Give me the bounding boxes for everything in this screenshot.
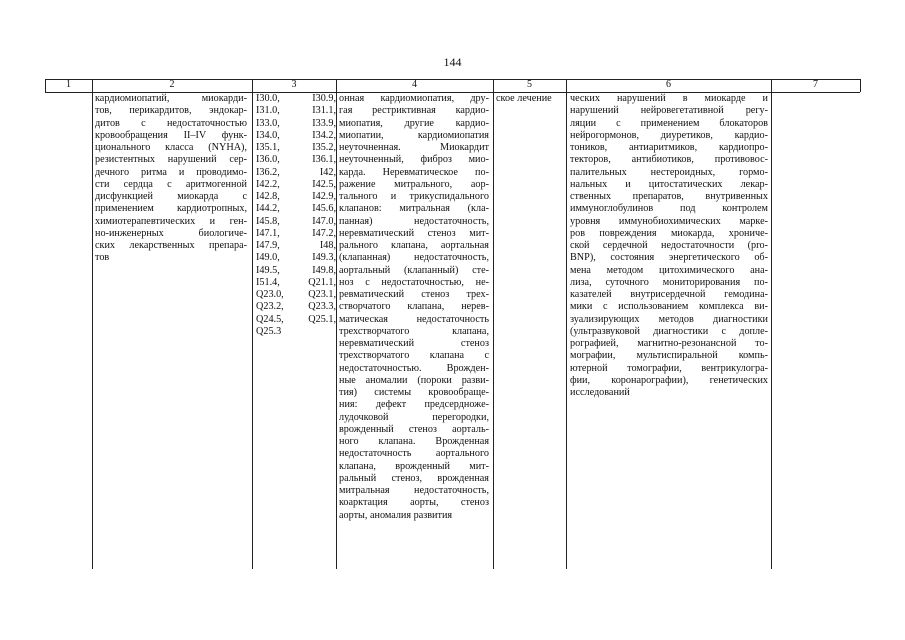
text-line: I47.0, [312, 215, 336, 227]
text-line: кровообращения II–IV функ- [95, 129, 247, 141]
text-line: I48, [319, 240, 336, 251]
text-line: ственных препаратов, внутривенных [570, 191, 768, 202]
text-line: применением кардиотропных, [95, 203, 247, 215]
text-line: текторов, антибиотиков, противовос- [570, 154, 768, 166]
column-5-text [496, 93, 564, 105]
text-line: I47.2, [312, 227, 336, 239]
header-cell-7: 7 [813, 79, 818, 90]
text-line: I42.9, [312, 191, 336, 202]
text-line: Q23.3, [308, 301, 336, 313]
text-line: створчатого клапана, нерев- [339, 301, 489, 313]
text-line: онная кардиомиопатия, дру- [339, 93, 489, 104]
text-line: Q25.1, [308, 313, 336, 325]
text-line: неуточненная. Миокардит [339, 142, 489, 153]
text-line: казателей внутрисердечной гемодина- [570, 289, 768, 300]
column-3-codes-right [298, 93, 336, 326]
text-line: клапанов: митральная (кла- [339, 203, 489, 215]
text-line: ноз с недостаточностью, не- [339, 276, 489, 288]
text-line: кардиомиопатий, миокарди- [95, 93, 247, 104]
text-line: I47.1, [256, 227, 280, 239]
text-line: тия) системы кровообраще- [339, 387, 489, 398]
text-line: рального клапана, аортальная [339, 240, 489, 251]
text-line: тоников, антиаритмиков, кардиопро- [570, 142, 768, 153]
text-line: I34.0, [256, 129, 280, 141]
text-line: дисфункцией миокарда с [95, 191, 247, 202]
text-line: мографии, мультиспиральной компь- [570, 350, 768, 362]
column-rule [771, 79, 772, 569]
text-line: ражение митрального, аор- [339, 178, 489, 190]
text-line: I49.0, [256, 252, 280, 264]
column-rule [336, 79, 337, 569]
text-line: сти сердца с аритмогенной [95, 178, 247, 190]
text-line: зуализирующих методов диагностики [570, 313, 768, 325]
text-line: I49.8, [312, 264, 336, 276]
text-line: исследований [570, 387, 630, 398]
text-line: I42.5, [312, 178, 336, 190]
text-line: ревматический стеноз трех- [339, 289, 489, 300]
text-line: трехстворчатого клапана, [339, 325, 489, 337]
text-line: лиза, суточного мониторирования по- [570, 276, 768, 288]
text-line: Q25.3 [256, 325, 282, 337]
text-line: I42, [319, 166, 336, 178]
text-line: I35.2, [312, 142, 336, 153]
column-6-text [570, 93, 768, 399]
text-line: Q23.1, [308, 289, 336, 300]
text-line: врожденный стеноз аорталь- [339, 423, 489, 435]
text-line: мики с использованием комплекса ви- [570, 301, 768, 313]
text-line: ских лекарственных препара- [95, 240, 247, 251]
text-line: клапана, врожденный мит- [339, 460, 489, 472]
text-line: дитов с недостаточностью [95, 117, 247, 129]
column-rule [252, 79, 253, 569]
text-line: ской сердечной недостаточности (pro- [570, 240, 768, 251]
text-line: I36.1, [312, 154, 336, 166]
text-line: I36.2, [256, 166, 280, 178]
text-line: митральная недостаточность, [339, 485, 489, 496]
text-line: I42.8, [256, 191, 280, 202]
text-line: I51.4, [256, 276, 280, 288]
text-line: иммуноглобулинов под контролем [570, 203, 768, 215]
text-line: I45.8, [256, 215, 280, 227]
text-line: мена методом цитохимического ана- [570, 264, 768, 276]
text-line: ния: дефект предсердноже- [339, 399, 489, 411]
text-line: рографией, магнитно-резонансной то- [570, 338, 768, 349]
text-line: BNP), состояния энергетического об- [570, 252, 768, 264]
text-line: ров повреждения миокарда, хрониче- [570, 227, 768, 239]
text-line: нарушений нейровегетативной регу- [570, 105, 768, 117]
column-rule [45, 79, 46, 92]
text-line: ного клапана. Врожденная [339, 436, 489, 447]
text-line: но-инженерных биологиче- [95, 227, 247, 239]
column-2-text [95, 93, 247, 265]
text-line: I44.2, [256, 203, 280, 215]
text-line: нальных и цитостатических лекар- [570, 178, 768, 190]
column-3-codes-left [256, 93, 298, 338]
column-rule [566, 79, 567, 569]
column-rule [860, 79, 861, 92]
text-line: (клапанная) недостаточность, [339, 252, 489, 264]
text-line: карда. Неревматическое по- [339, 166, 489, 178]
text-line: I45.6, [312, 203, 336, 215]
text-line: резистентных нарушений сер- [95, 154, 247, 166]
text-line: тов, перикардитов, эндокар- [95, 105, 247, 117]
header-cell-2: 2 [169, 79, 175, 90]
text-line: панная) недостаточность, [339, 215, 489, 227]
text-line: Q21.1, [308, 276, 336, 288]
text-line: I30.0, [256, 93, 280, 104]
text-line: неревматический стеноз [339, 338, 489, 349]
text-line: уровня иммунобиохимических марке- [570, 215, 768, 227]
header-cell-3: 3 [291, 79, 297, 90]
text-line: I31.0, [256, 105, 280, 117]
text-line: недостаточность аортального [339, 448, 489, 460]
column-rule [493, 79, 494, 569]
text-line: (ультразвуковой диагностики с допле- [570, 325, 768, 337]
text-line: I33.9, [312, 117, 336, 129]
text-line: ционального класса (NYHA), [95, 142, 247, 153]
text-line: коарктация аорты, стеноз [339, 497, 489, 509]
text-line: фии, коронарографии), генетических [570, 374, 768, 386]
text-line: неревматический стеноз мит- [339, 227, 489, 239]
text-line: Q23.0, [256, 289, 284, 300]
header-cell-1: 1 [66, 79, 71, 90]
text-line: I49.5, [256, 264, 280, 276]
text-line: аорты, аномалия развития [339, 509, 453, 521]
text-line: тов [95, 252, 110, 264]
text-line: тального и трикуспидального [339, 191, 489, 202]
text-line: ные аномалии (пороки разви- [339, 374, 489, 386]
page-number: 144 [443, 55, 462, 69]
text-line: недостаточностью. Врожден- [339, 362, 489, 374]
text-line: I42.2, [256, 178, 280, 190]
text-line: I35.1, [256, 142, 280, 153]
text-line: миопатии, кардиомиопатия [339, 129, 489, 141]
text-line: I33.0, [256, 117, 280, 129]
text-line: Q23.2, [256, 301, 284, 313]
header-cell-6: 6 [666, 79, 671, 90]
column-rule [92, 79, 93, 569]
header-cell-5: 5 [527, 79, 532, 90]
header-cell-4: 4 [412, 79, 417, 90]
text-line: матическая недостаточность [339, 313, 489, 325]
text-line: ютерной томографии, вентрикулогра- [570, 362, 768, 374]
text-line: ляции с применением блокаторов [570, 117, 768, 129]
text-line: I36.0, [256, 154, 280, 166]
text-line: миопатия, другие кардио- [339, 117, 489, 129]
text-line: аортальный (клапанный) сте- [339, 264, 489, 276]
text-line: трехстворчатого клапана с [339, 350, 489, 362]
text-line: ральный стеноз, врожденная [339, 472, 489, 484]
text-line: дечного ритма и проводимо- [95, 166, 247, 178]
text-line: I30.9, [312, 93, 336, 104]
text-line: I49.3, [312, 252, 336, 264]
text-line: нейрогормонов, диуретиков, кардио- [570, 129, 768, 141]
text-line: палительных нестероидных, гормо- [570, 166, 768, 178]
text-line: гая рестриктивная кардио- [339, 105, 489, 117]
text-line: химиотерапевтических и ген- [95, 215, 247, 227]
text-line: ское лечение [496, 93, 552, 104]
text-line: I31.1, [312, 105, 336, 117]
text-line: Q24.5, [256, 313, 284, 325]
text-line: I47.9, [256, 240, 280, 251]
column-4-text [339, 93, 489, 522]
text-line: I34.2, [312, 129, 336, 141]
text-line: ческих нарушений в миокарде и [570, 93, 768, 104]
text-line: лудочковой перегородки, [339, 411, 489, 423]
text-line: неуточненный, фиброз мио- [339, 154, 489, 166]
